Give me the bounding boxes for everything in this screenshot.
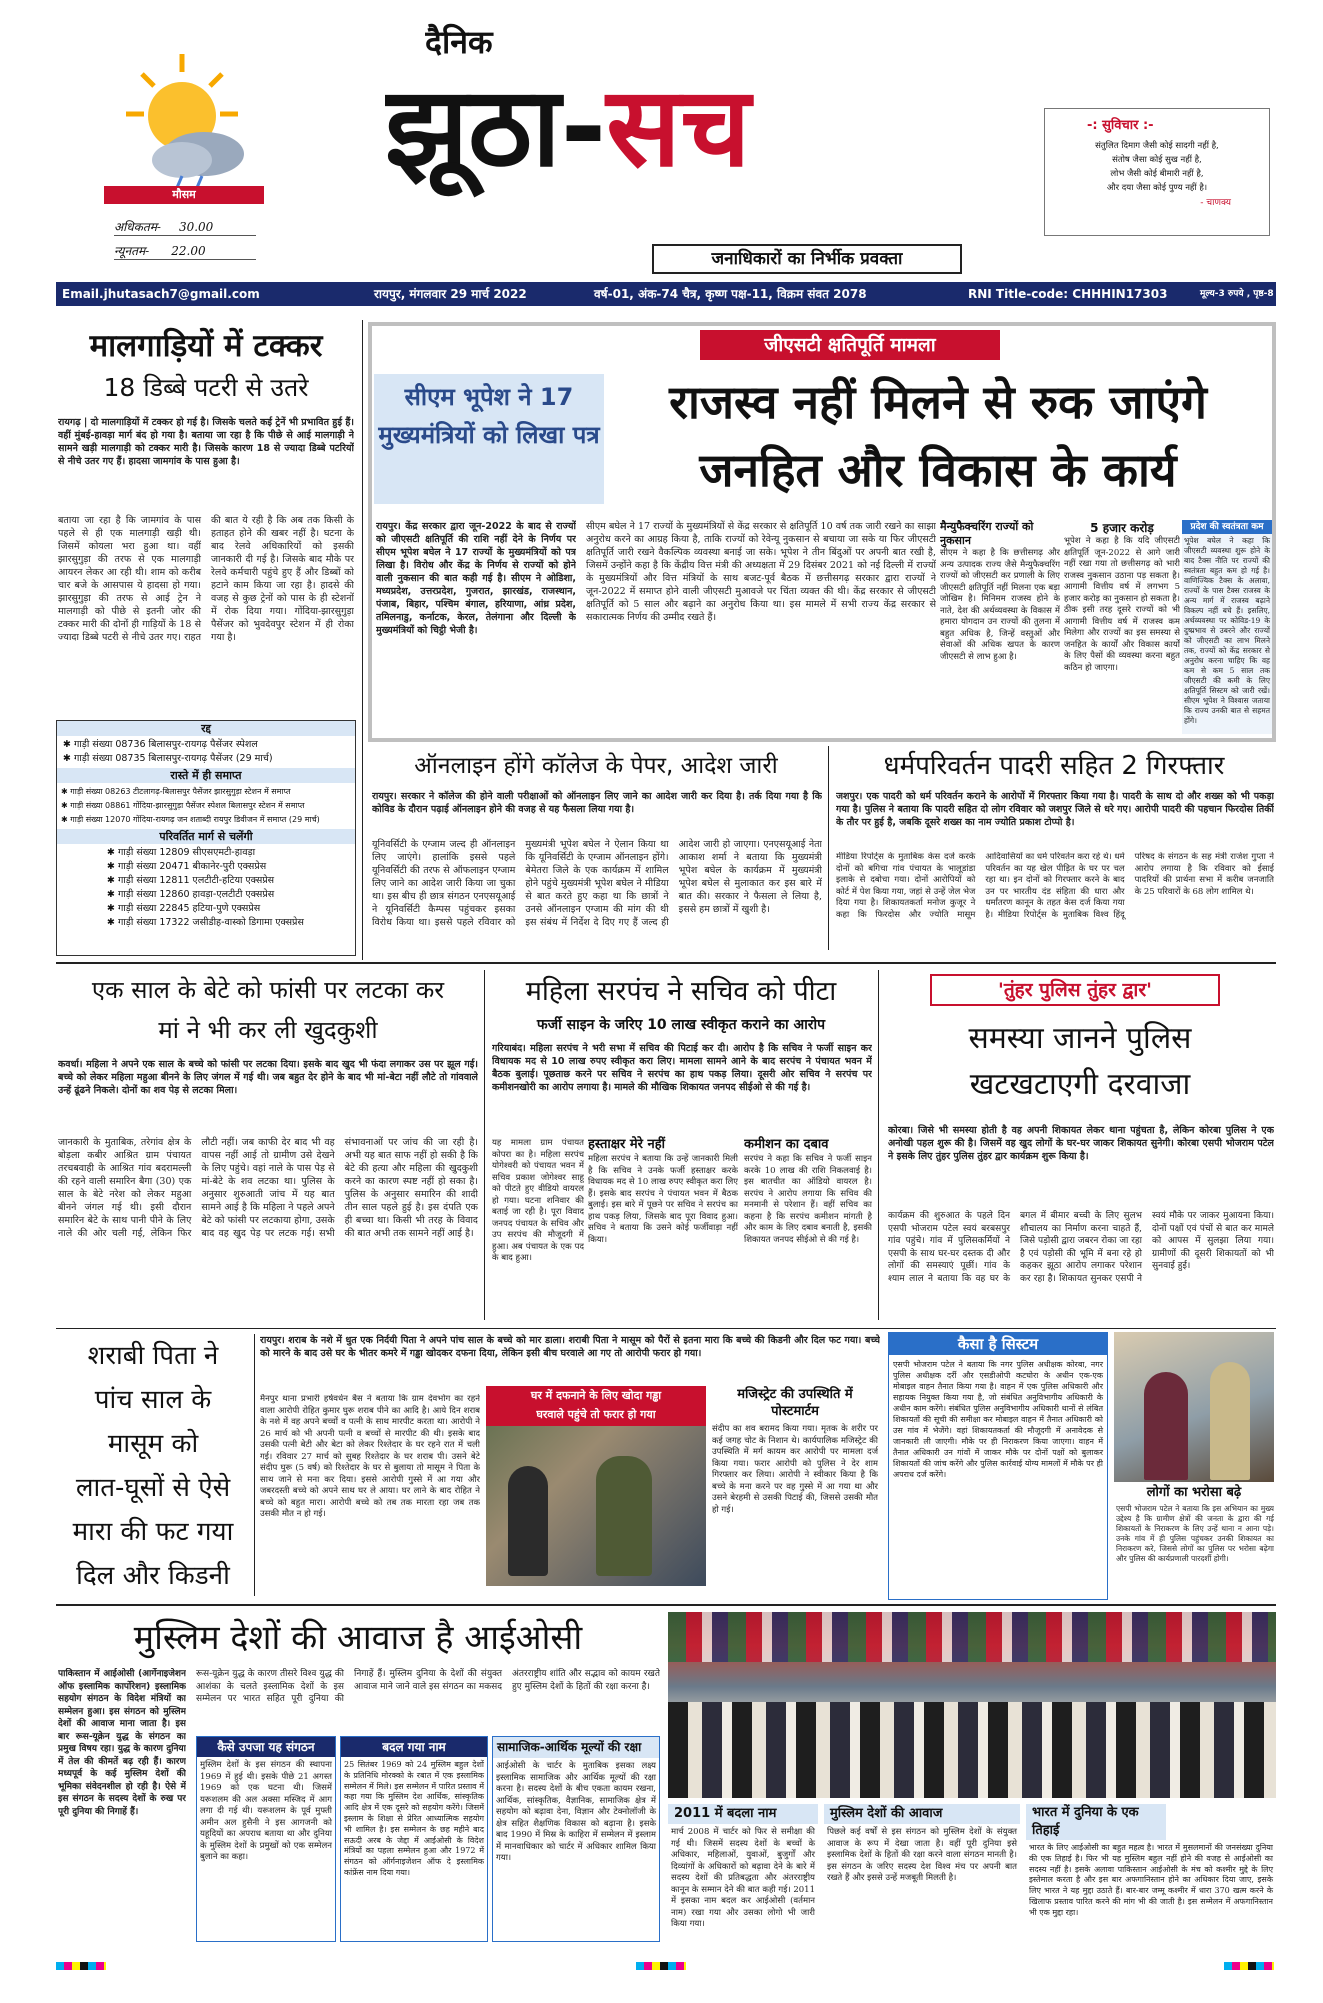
cancel-title: रद्द [57,721,355,736]
s3-body: यूनिवर्सिटी के एग्जाम जल्द ही ऑनलाइन लिए जाएंगे। हालांकि इससे पहले यूनिवर्सिटी की तरफ से ऑफलाइन एग्जाम लिए जाने का आदेश जारी किया जा चुका था। इस बीच ही छात्र संगठन एनएसयूआई ने यूनिवर्सिटी कैम्पस पहुंचकर इसका विरोध किया था। इससे पहले रविवार को मुख्यमंत्री भूपेश बघेल ने ऐलान किया था कि यूनिवर्सिटी के एग्जाम ऑनलाइन होंगे। बेमेतरा जिले के एक कार्यक्रम में शामिल होने पहुंचे मुख्यमंत्री भूपेश बघेल ने मीडिया से बात करते हुए कहा था कि छात्रों ने उनसे ऑनलाइन एग्जाम की मांग की थी इस संबंध में निर्देश दे दिए गए हैं जल्द ही आदेश जारी हो जाएगा। एनएसयूआई नेता आकाश शर्मा ने बताया कि मुख्यमंत्री भूपेश बघेल के कार्यक्रम में मुख्यमंत्री भूपेश बघेल से मुलाकात कर इस बारे में बात की। सरकार ने फैसला ले लिया है, इससे हम छात्रों में खुशी है। [372,839,822,928]
s2-box-title: प्रदेश की स्वतंत्रता कम [1182,520,1272,534]
issue-info: वर्ष-01, अंक-74 चैत्र, कृष्ण पक्ष-11, विक्रम संवत 2078 [594,287,867,301]
oic-group-photo [668,1612,1276,1798]
s6-box-signature [588,1136,738,1324]
s9-box-body: 25 सितंबर 1969 को 24 मुस्लिम बहुल देशों के प्रतिनिधि मोरक्को के रबात में एक इस्लामिक सम्मेलन में मिले। इस सम्मेलन में पारित प्रस्ताव में कहा गया कि मुस्लिम देश आर्थिक, सांस्कृतिक आदि क्षेत्र में एक दूसरे को सहयोग करेंगे। जिसमें इस्लाम के शिक्षा से प्रेरित आध्यात्मिक सहयोग भी शामिल है। इस सम्मेलन के छह महीने बाद सऊदी अरब के जेद्दा में आईओसी के विदेश मंत्रियों का पहला सम्मेलन हुआ और 1972 में संगठन को ऑर्गनाइजेशन ऑफ दे इस्लामिक कांफ्रेंस नाम दिया गया। [344,1760,484,1877]
s7-box-system [888,1332,1108,1600]
s9-col-1: पाकिस्तान में आईओसी (आर्गेनाइजेशन ऑफ इस्लामिक कार्पोरेशन) इस्लामिक सहयोग संगठन के विदेश मंत्रियों का सम्मेलन हुआ। इस संगठन को मुस्लिम देशों की आवाज माना जाता है। इस बार रूस-यूक्रेन युद्ध के संगठन का प्रमुख विषय रहा। युद्ध के कारण दुनिया में तेल की कीमतें बढ़ रही हैं। कारण मध्यपूर्व के कई मुस्लिम देशों की भूमिका संवेदनशील हो रही है। ऐसे में इस संगठन के सदस्य देशों के रुख पर पूरी दुनिया की निगाहें हैं। [58,1669,186,1817]
email-link[interactable]: Email.jhutasach7@gmail.com [62,287,260,301]
price-info: मूल्य-3 रुपये , पृष्ठ-8 [1200,289,1274,299]
list-item: ✱ गाड़ी संख्या 17322 जसीडीह-वास्को डिगामा एक्सप्रेस [107,917,304,928]
divert-list [57,844,355,932]
s7-headline-1: समस्या जानने पुलिस [968,1021,1192,1056]
s8-body: मैनपुर थाना प्रभारी हर्षवर्धन बैस ने बताया कि ग्राम देवभोग का रहने वाला आरोपी रोहित कुमार घुरू शराब पीने का आदि है। आये दिन शराब के नशे में वह अपने बच्चों व पत्नी के साथ मारपीट करता था। आरोपी ने 26 मार्च को भी अपनी पत्नी व बच्चों से मारपीट की थी। इसके बाद उसकी पत्नी बेटी और बेटा को लेकर रिश्तेदार के घर रहने रात में चली गई। रविवार 27 मार्च को सुबह रिश्तेदार के घर शराब पी। उसने बेटे संदीप घुरू (5 वर्ष) को रिश्तेदार के घर से बुलाया तो मासूम ने पिता के साथ जाने से मना कर दिया। इससे आरोपी गुस्से में आ गया और जबरदस्ती बच्चे को अपने साथ घर ले आया। घर लाने के बाद रोहित ने बच्चे को बहुत मारा। आरोपी बच्चे को तब तक मारता रहा जब तक उसकी मौत न हो गई। [260,1394,480,1519]
s2-headline-1: राजस्व नहीं मिलने से रुक जाएंगे [669,375,1207,429]
s9-box-body: मुस्लिम देशों के इस संगठन की स्थापना 1969 में हुई थी। इसके पीछे 21 अगस्त 1969 को एक घटना थी। जिसमें यरूशलम की अल अक्सा मस्जिद में आग लगा दी गई थी। यरूशलम के पूर्व मुफ्ती अमीन अल हुसैनी ने इस आगजनी को यहूदियों का अपराध बताया था और दुनिया के मुस्लिम देशों के प्रमुखों को एक सम्मेलन बुलाने का कहा। [200,1760,332,1862]
s5-headline-2: मां ने भी कर ली खुदकुशी [158,1016,378,1044]
list-item: ✱ गाड़ी संख्या 08736 बिलासपुर-रायगढ़ पैसेंजर स्पेशल [63,739,258,750]
divert-title: परिवर्तित मार्ग से चलेंगी [57,829,355,844]
s1-lead: रायगढ़ | दो मालगाड़ियों में टक्कर हो गई है। जिसके चलते कई ट्रेनें भी प्रभावित हुई हैं। वहीं मुंबई-हावड़ा मार्ग बंद हो गया है। बताया जा रहा है कि पीछे से आई मालगाड़ी ने सामने खड़ी मालगाड़ी को टक्कर मारी है। जिसके कारण 18 से ज्यादा डिब्बे पटरियों से नीचे उतर गए हैं। हादसा जामगांव के पास हुआ है। [58,417,354,467]
weather-box [96,40,272,270]
registration-mark [56,1962,106,1970]
s7-caption-body: एसपी भोजराम पटेल ने बताया कि इस अभियान का मुख्य उद्देश्य है कि ग्रामीण क्षेत्रों की जनता के द्वारा की गई शिकायतों के निराकरण के लिए उन्हें थाना न आना पड़े। उनके गांव में ही पुलिस पहुंचकर उनकी शिकायत का निराकरण करे, जिससे लोगों का पुलिस पर भरोसा बढ़ेगा और पुलिस की कार्यप्रणाली पारदर्शी होगी। [1116,1504,1274,1563]
s2-side-head: सीएम भूपेश ने 17 मुख्यमंत्रियों को लिखा पत्र [374,374,604,504]
s9-headline: मुस्लिम देशों की आवाज है आईओसी [133,1618,583,1658]
min-temp: न्यूनतम- 22.00 [114,242,256,260]
s9-col-2: रूस-यूक्रेन युद्ध के कारण तीसरे विश्व युद्ध की आशंका के चलते इस्लामिक देशों के इस सम्मेलन पर भारत सहित पूरी दुनिया की निगाहें हैं। मुस्लिम दुनिया के देशों की संयुक्त आवाज माने जाने वाले इस संगठन का मकसद अंतरराष्ट्रीय शांति और सद्भाव को कायम रखते हुए मुस्लिम देशों के हितों की रक्षा करना है। [196,1669,660,1704]
masthead-title: झूठा-सच [385,63,751,191]
s7-body: कार्यक्रम की शुरुआत के पहले दिन एसपी भोजराम पटेल स्वयं बरबसपुर गांव पहुंचे। गांव में पुलिसकर्मियों ने एसपी के साथ घर-घर दस्तक दी और लोगों की समस्याएं पूछीं। गांव के श्याम लाल ने बताया कि वह घर के बगल में बीमार बच्ची के लिए सुलभ शौचालय का निर्माण करना चाहते हैं, जिसे पड़ोसी द्वारा जबरन रोका जा रहा है एवं पड़ोसी की भूमि में बना रहे हो कहकर झूठा आरोप लगाकर परेशान कर रहा है। शिकायत सुनकर एसपी ने स्वयं मौके पर जाकर मुआयना किया। दोनों पक्षों एवं पंचों से बात कर मामले को आपस में सुलझा लिया गया। ग्रामीणों की दूसरी शिकायतों को भी सुनवाई हुई। [888,1211,1274,1284]
s1-headline-2: 18 डिब्बे पटरी से उतरे [103,373,309,402]
s6-col-1: यह मामला ग्राम पंचायत कोपरा का है। महिला सरपंच योगेश्वरी को पंचायत भवन में सचिव प्रकाश जोगेश्वर साहू को पीटते हुए वीडियो वायरल हो गया। घटना शनिवार की बताई जा रही है। पूरा विवाद जनपद पंचायत के सचिव और उप सरपंच की मौजूदगी में हुआ। अब पंचायत के एक पद के बाद हुआ। [492,1138,584,1263]
suvichar-author: - चाणक्य [1200,198,1231,208]
s2-box-body: भूपेश ने कहा है कि यदि जीएसटी क्षतिपूर्ति जून-2022 से आगे जारी नहीं रखा गया तो छत्तीसगढ़ को भारी राजस्व नुकसान उठाना पड़ सकता है। आगामी वित्तीय वर्ष में लगभग 5 हजार करोड़ का नुकसान हो सकता है। ठीक इसी तरह दूसरे राज्यों को भी आगामी वित्तीय वर्ष में राजस्व कम मिलेगा और राज्यों का इस समस्या से जनहित के कार्यों और विकास कार्यों के लिए पैसों की व्यवस्था करना बहुत कठिन हो जाएगा। [1064,536,1180,673]
s9-box-rename [340,1736,488,1942]
s7-lead: कोरबा। जिसे भी समस्या होती है वह अपनी शिकायत लेकर थाना पहुंचता है, लेकिन कोरबा पुलिस ने एक अनोखी पहल शुरू की है। जिसमें वह खुद लोगों के घर-घर जाकर शिकायत सुनेगी। कोरबा एसपी भोजराम पटेल ने इसके लिए तुंहर पुलिस तुंहर द्वार कार्यक्रम शुरू किया है। [888,1125,1274,1162]
s5-lead: कवर्धा। महिला ने अपने एक साल के बच्चे को फांसी पर लटका दिया। इसके बाद खुद भी फंदा लगाकर उस पर झूल गई। बच्चे को लेकर महिला महुआ बीनने के लिए जंगल में गई थी। जब बहुत देर होने के बाद भी मां-बेटा नहीं लौटे तो गांववाले उन्हें ढूंढने निकले। दोनों का शव पेड़ से लटका मिला। [58,1059,478,1096]
s1-headline-1: मालगाड़ियों में टक्कर [89,328,323,364]
list-item: ✱ गाड़ी संख्या 12809 सीएसएमटी-हावड़ा [107,847,256,858]
s2-kicker: जीएसटी क्षतिपूर्ति मामला [700,330,1000,360]
s9-box-origin [196,1736,336,1942]
s9-box-body: आईओसी के चार्टर के मुताबिक इसका लक्ष्य इस्लामिक सामाजिक और आर्थिक मूल्यों की रक्षा करना है। सदस्य देशों के बीच एकता कायम रखना, आर्थिक, सांस्कृतिक, वैज्ञानिक, सामाजिक क्षेत्र में सहयोग को बढ़ावा देना, विज्ञान और टेक्नोलॉजी के क्षेत्र सहित शैक्षणिक विकास को बढ़ाना है। इसके बाद 1990 में मिस्र के काहिरा में सम्मेलन में इस्लाम में मानवाधिकार को चार्टर में अधिकार शामिल किया गया। [496,1761,656,1863]
masthead-dainik: दैनिक [425,23,493,61]
s9-box-voice [824,1804,1020,1942]
s7-box-body: एसपी भोजराम पटेल ने बताया कि नगर पुलिस अधीक्षक कोरबा, नगर पुलिस अधीक्षक दर्री और एसडीओपी कटघोरा के अधीन एक-एक मोबाइल वाहन तैनात किया गया है। वाहन में एक पुलिस अधिकारी और सहायक नियुक्त किया गया है, जो संबंधित अनुविभागीय अधिकारी के अधीन काम करेंगे। संबंधित पुलिस अनुविभागीय अधिकारी थानों से लंबित शिकायतों की सूची की समीक्षा कर मोबाइल वाहन में तैनात अधिकारी को उस गांव में भेजेंगे। वहां शिकायतकर्ता की मौजूदगी में अनावेदक से जानकारी ली जाएगी। मौके पर ही निराकरण किया जाएगा। वाहन में तैनात अधिकारी उन गांवों में जाकर मौके पर दोनों पक्षों को बुलाकर शिकायतों की जांच करेंगे और पुलिस कार्रवाई योग्य मामलों में मौके पर ही अपराध दर्ज करेंगे। [893,1360,1103,1479]
s5-headline-1: एक साल के बेटे को फांसी पर लटका कर [91,976,445,1004]
info-bar [56,282,1276,306]
suvichar-box [1044,108,1270,236]
s2-box-autonomy-inner [1182,520,1272,734]
s6-sub: फर्जी साइन के जरिए 10 लाख स्वीकृत कराने का आरोप [536,1017,826,1033]
short-list [57,783,355,829]
cancel-list [57,736,355,768]
s7-kicker: 'तुंहर पुलिस तुंहर द्वार' [930,974,1220,1006]
list-item: ✱ गाड़ी संख्या 12860 हावड़ा-एलटीटी एक्सप्रेस [107,889,275,900]
s2-box-manufacturing [940,520,1060,734]
train-list-box [56,720,356,956]
s2-body-2: सीएम बघेल ने 17 राज्यों के मुख्यमंत्रियों से केंद्र सरकार से क्षतिपूर्ति 10 वर्ष तक जारी रखने का साझा अनुरोध करने का आग्रह किया है, ताकि राज्यों को रेवेन्यू नुकसान से बचाया जा सके या फिर जीएसटी क्षतिपूर्ति जारी रखने वैकल्पिक व्यवस्था बनाई जा सके। भूपेश ने तीन बिंदुओं पर अपनी बात रखी है, जिसमें उन्होंने कहा है कि केंद्रीय वित्त मंत्री की अध्यक्षता में 29 दिसंबर 2021 को नई दिल्ली में राज्यों के मुख्यमंत्रियों और वित्त मंत्रियों के साथ बजट-पूर्व बैठक में छत्तीसगढ़ सरकार द्वारा राज्यों ने जून-2022 में समाप्त होने वाली जीएसटी मुआवजे पर चिंता व्यक्त की थी। केंद्र सरकार से जीएसटी क्षतिपूर्ति को 5 साल और बढ़ाने का अनुरोध किया था। इस मामले में सभी राज्य केंद्र सरकार से सकारात्मक निर्णय की उम्मीद रखते हैं। [586,521,936,623]
list-item: ✱ गाड़ी संख्या 08861 गोंदिया-झारसुगुड़ा पैसेंजर स्पेशल बिलासपुर स्टेशन में समाप्त [61,801,305,810]
s2-headline-2: जनहित और विकास के कार्य [699,443,1177,497]
list-item: ✱ गाड़ी संख्या 20471 बीकानेर-पुरी एक्सप्रेस [107,861,267,872]
list-item: ✱ गाड़ी संख्या 08735 बिलासपुर-रायगढ़ पैसेंजर (29 मार्च) [63,753,273,764]
sun-cloud-icon [112,44,262,194]
s5-body: जानकारी के मुताबिक, तरेगांव क्षेत्र के बोड़ला कबीर आश्रित ग्राम पंचायत तरचबवाही के आश्रित गांव बदरामल्ली की रहने वाली समारिन बैगा (30) एक साल के बेटे नरेश को लेकर महुआ बीनने जंगल गई थी। इसी दौरान समारिन बेटे के साथ पानी पीने के लिए नाले की ओर चली गई, लेकिन फिर लौटी नहीं। जब काफी देर बाद भी वह वापस नहीं आई तो ग्रामीण उसे देखने के लिए पहुंचे। वहां नाले के पास पेड़ से मां-बेटे के शव लटका था। पुलिस के अनुसार शुरुआती जांच में यह बात सामने आई है कि महिला ने पहले अपने बेटे को फांसी पर लटकाया होगा, उसके बाद वह खुद पेड़ पर लटक गई। सभी संभावनाओं पर जांच की जा रही है। अभी यह बात साफ नहीं हो सकी है कि बेटे की हत्या और महिला की खुदकुशी करने का कारण स्पष्ट नहीं हो सका है। पुलिस के अनुसार समारिन की शादी तीन साल पहले हुई है। इस दंपति एक ही बच्चा था। किसी भी तरह के विवाद की बात अभी तक सामने नहीं आई है। [58,1137,478,1239]
list-item: ✱ गाड़ी संख्या 12811 एलटीटी-हटिया एक्सप्रेस [107,875,275,886]
person-silhouette-icon [508,1466,548,1576]
s9-box-title: कैसे उपजा यह संगठन [197,1737,335,1757]
s3-headline: ऑनलाइन होंगे कॉलेज के पेपर, आदेश जारी [414,753,778,779]
s9-box-title: भारत में दुनिया के एक तिहाई [1026,1804,1166,1840]
s9-box-values [492,1736,660,1942]
delegates-row [668,1702,1276,1798]
s9-box-title: सामाजिक-आर्थिक मूल्यों की रक्षा [493,1737,659,1758]
s3-lead: रायपुर। सरकार ने कॉलेज की होने वाली परीक्षाओं को ऑनलाइन लिए जाने का आदेश जारी कर दिया है। तर्क दिया गया है कि कोविड के दौरान पढ़ाई ऑनलाइन होने की वजह से यह फैसला लिया गया है। [372,791,822,815]
s8-box-title: मजिस्ट्रेट की उपस्थिति में पोस्टमार्टम [737,1387,853,1419]
s2-box-5000cr [1064,520,1180,734]
s7-headline-2: खटखटाएगी दरवाजा [969,1067,1191,1102]
s9-box-2011 [668,1804,818,1942]
s6-headline: महिला सरपंच ने सचिव को पीटा [525,976,837,1007]
registration-mark [636,1962,686,1970]
list-item: ✱ गाड़ी संख्या 08263 टीटलागढ़-बिलासपुर पैसेंजर झारसुगुड़ा स्टेशन में समाप्त [61,787,291,796]
s6-box-body: सरपंच ने कहा कि सचिव ने फर्जी साइन करके 10 लाख की राशि निकलवाई है। इस बातचीत का ऑडियो वायरल है। सरपंच ने आरोप लगाया कि सचिव की मनमानी से परेशान हैं। वहीं सचिव का कहना है कि सरपंच कमीशन मांगती है और काम के लिए दबाव बनाती है, इसकी शिकायत जनपद सीईओ से की गई है। [744,1154,872,1245]
s2-box-title: 5 हजार करोड़ [1090,521,1154,535]
s6-box-commission [744,1136,872,1324]
list-item: ✱ गाड़ी संख्या 12070 गोंदिया-रायगढ़ जन शताब्दी रायपुर डिवीजन में समाप्त (29 मार्च) [61,815,320,824]
s8-box-body: संदीप का शव बरामद किया गया। मृतक के शरीर पर कई जगह चोट के निशान थे। कार्यपालिक मजिस्ट्रेट की उपस्थिति में मर्ग कायम कर आरोपी पर मामला दर्ज किया गया। फरार आरोपी को पुलिस ने देर शाम गिरफ्तार कर लिया। आरोपी ने स्वीकार किया है कि बच्चे के मना करने पर वह गुस्से में आ गया था और उसने बेरहमी से उसकी पिटाई की, जिससे उसकी मौत हो गई। [712,1424,878,1515]
s9-box-body: भारत के लिए आईओसी का बहुत महत्व है। भारत में मुसलमानों की जनसंख्या दुनिया की एक तिहाई है। फिर भी यह मुस्लिम बहुल नहीं होने की वजह से आईओसी का सदस्य नहीं है। इसके अलावा पाकिस्तान आईओसी के मंच को कश्मीर मुद्दे के लिए इस्तेमाल करता है और इस बार अफगानिस्तान होने का अधिकार दिया जाए, इसके लिए भारत ने यह मुद्दा उठाते हैं। बार-बार जम्मू कश्मीर में धारा 370 खत्म करने के खिलाफ प्रस्ताव पारित करने की मांग भी की जाती है। इस सम्मेलन में अफगानिस्तान भी एक मुद्दा रहा। [1029,1843,1273,1917]
short-title: रास्ते में ही समाप्त [57,768,355,783]
suvichar-title: -: सुविचार :- [1087,118,1154,133]
s6-box-body: महिला सरपंच ने बताया कि उन्हें जानकारी मिली है कि सचिव ने उनके फर्जी हस्ताक्षर करके विधायक मद से 10 लाख रुपए स्वीकृत करा लिए हैं। इसके बाद सरपंच ने पंचायत भवन में बैठक बुलाई। इस बारे में पूछने पर सचिव ने सरपंच का हाथ पकड़ लिया, जिसके बाद पूरा विवाद हुआ। सचिव ने बताया कि उसने कोई फर्जीवाड़ा नहीं किया। [588,1154,738,1245]
s2-body-1: रायपुर। केंद्र सरकार द्वारा जून-2022 के बाद से राज्यों को जीएसटी क्षतिपूर्ति की राशि नहीं देने के निर्णय पर सीएम भूपेश बघेल ने 17 राज्यों के मुख्यमंत्रियों को पत्र लिखा है। विरोध और केंद्र के निर्णय से राज्यों को होने वाली नुकसान की बात कही गई है। सीएम ने ओडिशा, मध्यप्रदेश, उत्तरप्रदेश, गुजरात, झारखंड, राजस्थान, पंजाब, बिहार, पश्चिम बंगाल, हरियाणा, आंध्र प्रदेश, तमिलनाडु, कर्नाटक, केरल, तेलंगाना और दिल्ली के मुख्यमंत्रियों को चिट्ठी भेजी है। [376,521,576,636]
s2-box-body: भूपेश बघेल ने कहा कि जीएसटी व्यवस्था शुरू होने के बाद टैक्स नीति पर राज्यों की स्वतंत्रता बहुत कम हो गई है। वाणिज्यिक टैक्स के अलावा, राज्यों के पास टैक्स राजस्व के अन्य मार्ग में राजस्व बढ़ाने विकल्प नहीं बचे हैं। इसलिए, अर्थव्यवस्था पर कोविड-19 के दुष्प्रभाव से उबरने और राज्यों को जीएसटी का लाभ मिलने तक, राज्यों को केंद्र सरकार से अनुरोध करना चाहिए कि वह कम से कम 5 साल तक जीएसटी की कमी के लिए क्षतिपूर्ति सिस्टम को जारी रखें। सीएम भूपेश ने विश्वास जताया कि राज्य उनकी बात से सहमत होंगे। [1184,536,1270,725]
s2-box-body: सीएम ने कहा है कि छत्तीसगढ़ और अन्य उत्पादक राज्य जैसे मैन्युफैक्चरिंग राज्यों को जीएसटी कर प्रणाली के लिए जीएसटी क्षतिपूर्ति नहीं मिलना एक बड़ा जोखिम है। मिनिमम राजस्व होने के नाते, देश की अर्थव्यवस्था के विकास में हमारा योगदान उन राज्यों की तुलना में बहुत अधिक है, जिन्हें वस्तुओं और सेवाओं की अधिक खपत के कारण जीएसटी से लाभ हुआ है। [940,548,1060,662]
list-item: ✱ गाड़ी संख्या 22845 हटिया-पुणे एक्सप्रेस [107,903,261,914]
officer-silhouette-icon [1210,1362,1250,1480]
s8-box-postmortem [712,1386,878,1596]
s9-box-title: 2011 में बदला नाम [668,1804,818,1824]
weather-label: मौसम [104,186,264,204]
s9-box-india [1026,1804,1276,1942]
s6-lead: गरियाबंद। महिला सरपंच ने भरी सभा में सचिव की पिटाई कर दी। आरोप है कि सचिव ने फर्जी साइन कर विधायक मद से 10 लाख रुपए स्वीकृत करा लिए। मामला सामने आने के बाद सरपंच ने पंचायत भवन में बैठक बुलाई। पूछताछ करने पर सचिव ने सरपंच का हाथ पकड़ लिया। दूसरी ओर सचिव ने सरपंच पर कमीशनखोरी का आरोप लगाया है। मामले की मौखिक शिकायत जनपद सीईओ से की गई है। [492,1043,872,1093]
s6-box-title: हस्ताक्षर मेरे नहीं [588,1137,666,1152]
person-silhouette-icon [1144,1372,1188,1480]
photo-banner-2: घरवाले पहुंचे तो फरार हो गया [536,1408,656,1421]
s4-lead: जशपुर। एक पादरी को धर्म परिवर्तन कराने के आरोपों में गिरफ्तार किया गया है। पादरी के साथ दो और शख्स को भी पकड़ा गया है। पुलिस ने बताया कि पादरी सहित दो लोग रविवार को जशपुर जिले से धरे गए। आरोपी पादरी की पहचान फिरदोस तिर्की के तौर पर हुई है, जबकि दूसरे शख्स का नाम ज्योति प्रकाश टोप्पो है। [836,791,1274,828]
place-date: रायपुर, मंगलवार 29 मार्च 2022 [374,287,527,301]
crime-scene-photo [486,1386,706,1586]
photo-banner-1: घर में दफनाने के लिए खोदा गड्ढा [530,1389,662,1402]
masthead-tagline: जनाधिकारों का निर्भीक प्रवक्ता [652,244,962,274]
registration-mark [1224,1962,1274,1970]
rni-code: RNI Title-code: CHHHIN17303 [968,287,1168,301]
s2-box-title: मैन्युफैक्चरिंग राज्यों को नुकसान [940,520,1034,547]
s9-box-title: बदल गया नाम [341,1737,487,1757]
s7-box-title: कैसा है सिस्टम [889,1333,1107,1355]
s4-body: मीडिया रिपोर्ट्स के मुताबिक केस दर्ज करके दोनों को बगिचा गांव पंचायत के भालूडांडा इलाके से दबोचा गया। दोनों आरोपियों को कोर्ट में पेश किया गया, जहां से उन्हें जेल भेज दिया गया है। शिकायतकर्ता मनोज कुजूर ने कहा कि फिरदोस और ज्योति मासूम आदिवासियों का धर्म परिवर्तन करा रहे थे। धर्म परिवर्तन का यह खेल पीड़ित के घर पर चल रहा था। इन दोनों को गिरफ्तार करने के बाद उन पर भारतीय दंड संहिता की धारा और धर्मांतरण कानून के तहत केस दर्ज किया गया है। मीडिया रिपोर्ट्स के मुताबिक विश्व हिंदू परिषद के संगठन के सह मंत्री राजेश गुप्ता ने आरोप लगाया है कि रविवार को ईसाई पादरियों की प्रार्थना सभा में करीब जनजाति के 25 परिवारों के 68 लोग शामिल थे। [836,852,1274,920]
officer-silhouette-icon [596,1456,652,1576]
max-temp: अधिकतम- 30.00 [114,218,256,236]
police-photo [1114,1332,1274,1482]
s9-box-title: मुस्लिम देशों की आवाज [824,1804,1020,1824]
s8-headline: शराबी पिता ने पांच साल के मासूम को लात-घूसों से ऐसे मारा की फट गया दिल और किडनी [72,1341,234,1591]
s9-box-body: पिछले कई वर्षों से इस संगठन को मुस्लिम देशों के संयुक्त आवाज के रूप में देखा जाता है। वहीं पूरी दुनिया इसे इस्लामिक देशों के हितों की रक्षा करने वाला संगठन मानती है। इस संगठन के जरिए सदस्य देश विश्व मंच पर अपनी बात रखते हैं और इससे उन्हें मजबूती मिलती है। [827,1827,1017,1883]
s9-box-body: मार्च 2008 में चार्टर को फिर से समीक्षा की गई थी। जिसमें सदस्य देशों के बच्चों के अधिकार, महिलाओं, युवाओं, बुजुर्गों और दिव्यांगों के अधिकारों को बढ़ावा देने के बारे में सदस्य देशों की प्रतिबद्धता और अंतरराष्ट्रीय कानून के सम्मान देने की बात कही गई। 2011 में इसका नाम बदल कर आईओसी (वर्तमान नाम) रखा गया और उसका लोगो भी जारी किया गया। [671,1827,815,1929]
s8-lead: रायपुर। शराब के नशे में धुत एक निर्दयी पिता ने अपने पांच साल के बच्चे को मार डाला। शराबी पिता ने मासूम को पैरों से इतना मारा कि बच्चे की किडनी और दिल फट गया। बच्चे को मारने के बाद उसे घर के भीतर कमरे में गड्ढा खोदकर दफना दिया, लेकिन इसी बीच घरवाले आ गए तो आरोपी फरार हो गया। [260,1335,880,1359]
suvichar-text: संतुलित दिमाग जैसी कोई सादगी नहीं है, संतोष जैसा कोई सुख नहीं है, लोभ जैसी कोई बीमारी नहीं है, और दया जैसा कोई पुण्य नहीं है। [1095,141,1219,193]
s4-headline: धर्मपरिवर्तन पादरी सहित 2 गिरफ्तार [883,751,1225,781]
s1-body: बताया जा रहा है कि जामगांव के पास पहले से ही एक मालगाड़ी खड़ी थी। जिसमें कोयला भरा हुआ था। वहीं झारसुगुड़ा की तरफ से एक मालगाड़ी आयरन लेकर आ रही थी। शाम को करीब चार बजे के आसपास ये हादसा हो गया। झारसुगुड़ा की तरफ से आई ट्रेन ने मालगाड़ी को पीछे से इतनी जोर की टक्कर मारी की दोनों ही गाड़ियों के 18 से ज्यादा डिब्बे पटरी से नीचे उतर गए। राहत की बात ये रही है कि अब तक किसी के हताहत होने की खबर नहीं है। घटना के बाद रेलवे अधिकारियों को इसकी जानकारी दी गई है। जिसके बाद मौके पर रेलवे कर्मचारी पहुंचे हुए हैं और डिब्बों को हटाने काम किया जा रहा है। हादसे की वजह से कुछ ट्रेनों को पास के ही स्टेशनों में रोक दिया गया। गोंदिया-झारसुगुड़ा पैसेंजर को भुवदेवपुर स्टेशन में ही रोका गया है। [58,515,354,643]
flags-row [668,1612,1276,1662]
s7-photo-caption: लोगों का भरोसा बढ़े [1146,1485,1242,1500]
s6-box-title: कमीशन का दबाव [744,1137,829,1152]
